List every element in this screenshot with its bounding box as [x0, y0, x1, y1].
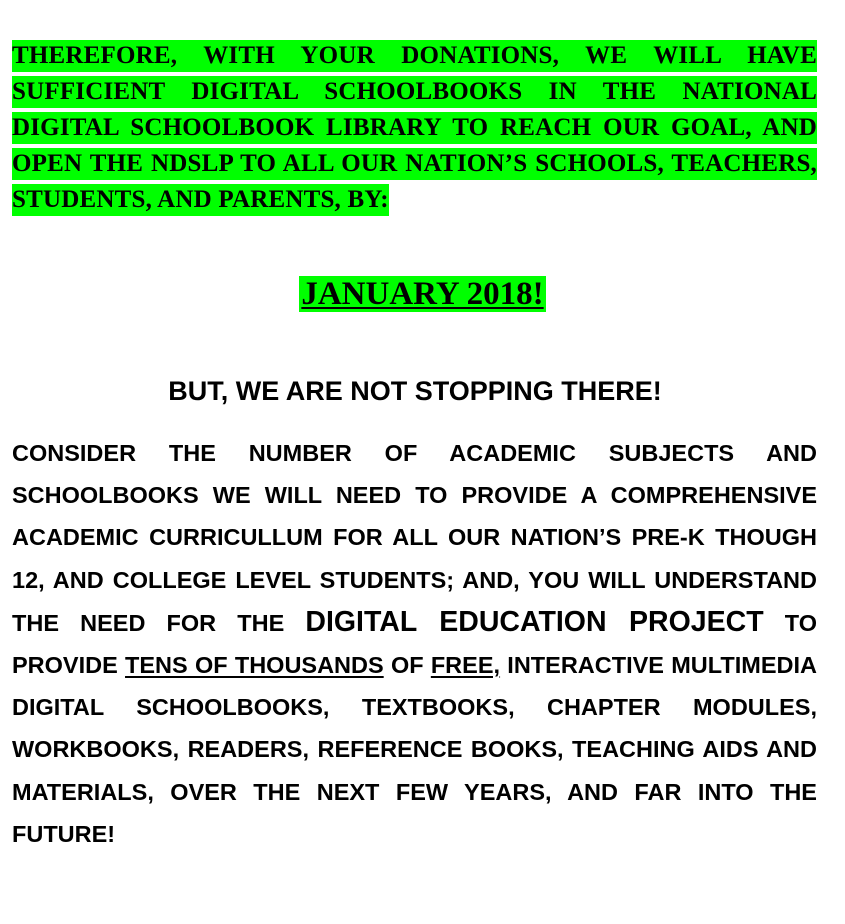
date-line [0, 272, 845, 316]
project-name: DIGITAL EDUCATION PROJECT [305, 605, 764, 638]
underlined-free: FREE, [430, 652, 501, 679]
body-part-3: OF [383, 652, 431, 679]
underlined-tens-of-thousands: TENS OF THOUSANDS [125, 652, 384, 679]
body-part-4: INTERACTIVE MULTIMEDIA DIGITAL SCHOOLBOOKS, TEXTBOOKS, CHAPTER MODULES, WORKBOOKS, READERS, REFERENCE BOOKS, TEACHING AIDS AND MATERIALS, OVER THE NEXT FEW YEARS, AND FAR INTO THE FUTURE! [12, 652, 817, 847]
section-heading: BUT, WE ARE NOT STOPPING THERE! [168, 376, 662, 406]
body-part-1: CONSIDER THE NUMBER OF ACADEMIC SUBJECTS AND SCHOOLBOOKS WE WILL NEED TO PROVIDE A COMPREHENSIVE ACADEMIC CURRICULLUM FOR ALL OUR NATION’S PRE-K THOUGH 12, AND COLLEGE LEVEL STUDENTS; AND, YOU WILL UNDERSTAND THE NEED FOR THE [12, 440, 817, 636]
body-paragraph [12, 432, 817, 855]
body-part-2: TO PROVIDE [12, 609, 817, 679]
date-text: JANUARY 2018! [301, 276, 544, 312]
highlighted-paragraph-text: THEREFORE, WITH YOUR DONATIONS, WE WILL HAVE SUFFICIENT DIGITAL SCHOOLBOOKS IN THE NATIONAL DIGITAL SCHOOLBOOK LIBRARY TO REACH OUR GOAL, AND OPEN THE NDSLP TO ALL OUR NATION’S SCHOOLS, TEACHERS, STUDENTS, AND PARENTS, BY: [12, 40, 817, 216]
highlighted-paragraph [12, 38, 817, 218]
